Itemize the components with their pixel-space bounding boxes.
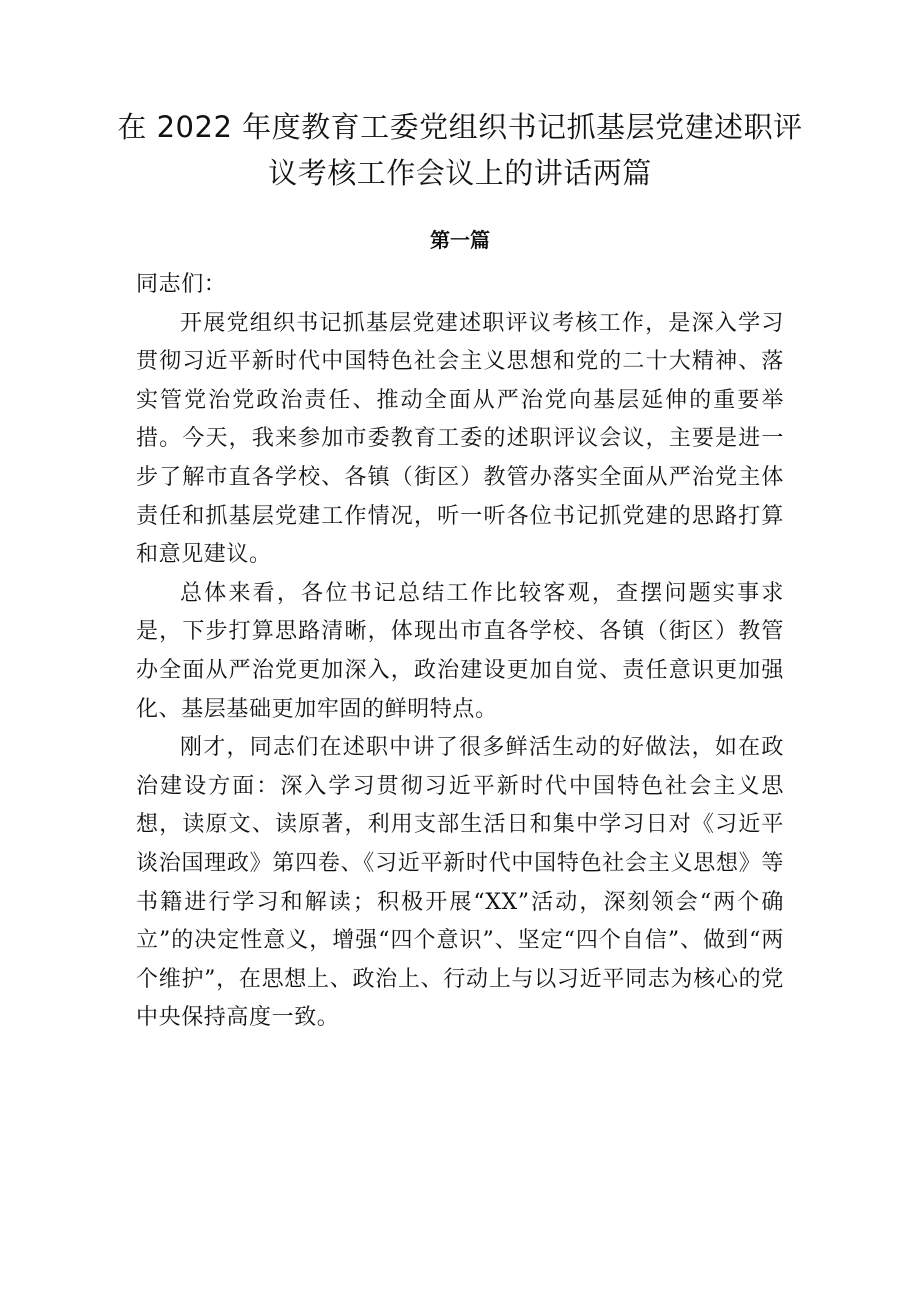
paragraph-3: 刚才，同志们在述职中讲了很多鲜活生动的好做法，如在政治建设方面：深入学习贯彻习近平新时代中国特色社会主义思想，读原文、读原著，利用支部生活日和集中学习日对《习近平谈治国理政》第四卷、《习近平新时代中国特色社会主义思想》等书籍进行学习和解读；积极开展“XX”活动，深刻领会“两个确立”的决定性意义，增强“四个意识”、坚定“四个自信”、做到“两个维护”，在思想上、政治上、行动上与以习近平同志为核心的党中央保持高度一致。 bbox=[136, 735, 784, 1031]
paragraph-1: 开展党组织书记抓基层党建述职评议考核工作，是深入学习贯彻习近平新时代中国特色社会主义思想和党的二十大精神、落实管党治党政治责任、推动全面从严治党向基层延伸的重要举措。今天，我来参加市委教育工委的述职评议会议，主要是进一步了解市直各学校、各镇（街区）教管办落实全面从严治党主体责任和抓基层党建工作情况，听一听各位书记抓党建的思路打算和意见建议。 bbox=[136, 310, 784, 568]
salutation: 同志们： bbox=[136, 272, 227, 297]
paragraph-2: 总体来看，各位书记总结工作比较客观，查摆问题实事求是，下步打算思路清晰，体现出市直各学校、各镇（街区）教管办全面从严治党更加深入，政治建设更加自觉、责任意识更加强化、基层基础更加牢固的鲜明特点。 bbox=[136, 580, 784, 722]
document-body bbox=[136, 266, 784, 1038]
section-title: 第一篇 bbox=[430, 228, 490, 252]
document-title-line-2: 议考核工作会议上的讲话两篇 bbox=[268, 156, 652, 190]
document-title-line-1: 在 2022 年度教育工委党组织书记抓基层党建述职评 bbox=[117, 110, 803, 144]
